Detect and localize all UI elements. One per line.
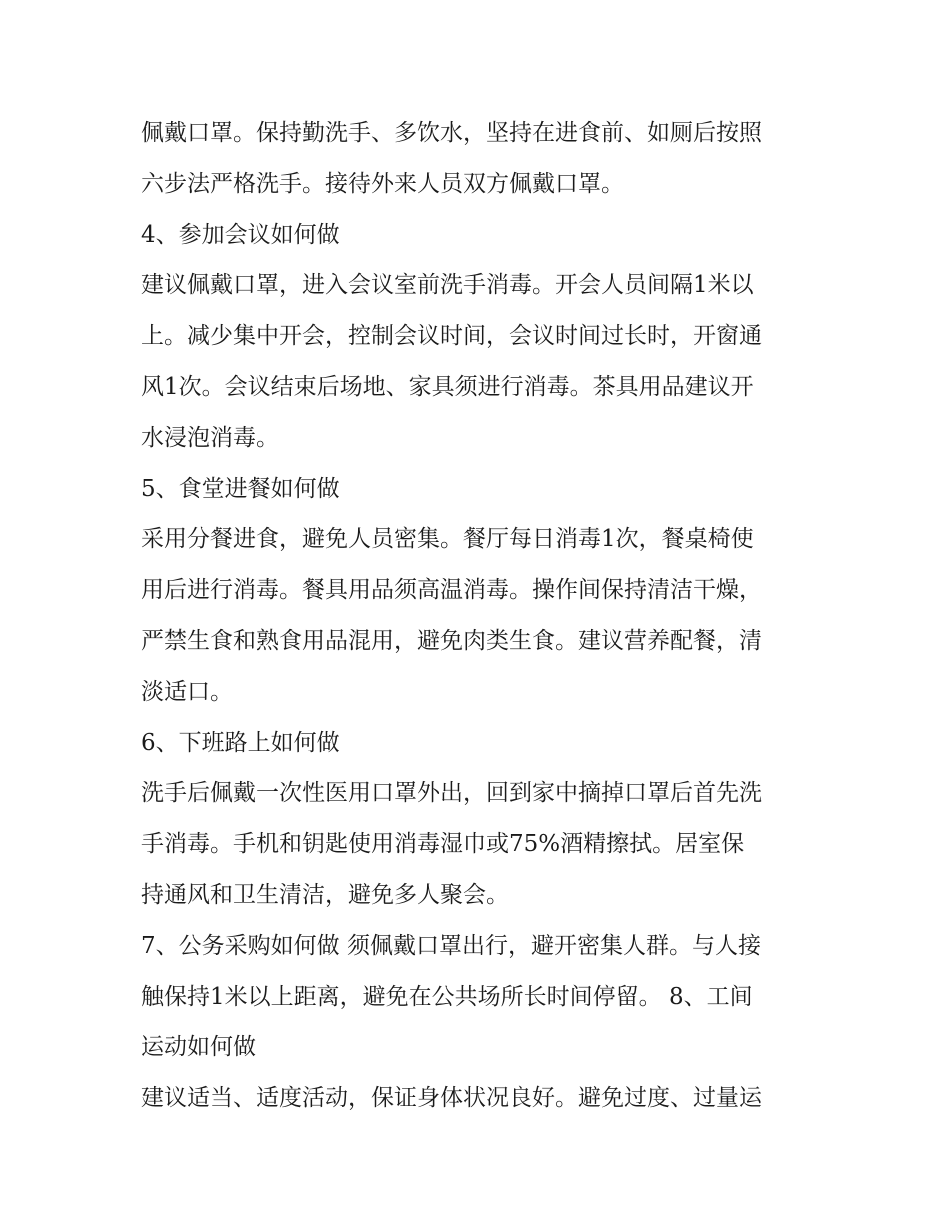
- section-heading: 6、下班路上如何做: [141, 729, 340, 756]
- text-line: 淡适口。: [141, 678, 233, 705]
- text-line: 佩戴口罩。保持勤洗手、多饮水，坚持在进食前、如厕后按照: [141, 120, 762, 146]
- text-line: 风1次。会议结束后场地、家具须进行消毒。茶具用品建议开: [141, 373, 754, 400]
- section-heading: 4、参加会议如何做: [141, 221, 340, 248]
- text-line: 六步法严格洗手。接待外来人员双方佩戴口罩。: [141, 170, 624, 197]
- text-line: 运动如何做: [141, 1034, 256, 1061]
- text-line: 触保持1米以上距离，避免在公共场所长时间停留。 8、工间: [141, 983, 753, 1010]
- text-line: 上。减少集中开会，控制会议时间，会议时间过长时，开窗通: [141, 323, 762, 350]
- text-line: 水浸泡消毒。: [141, 424, 279, 451]
- text-line: 手消毒。手机和钥匙使用消毒湿巾或75%酒精擦拭。居室保: [141, 831, 745, 858]
- text-line: 持通风和卫生清洁，避免多人聚会。: [141, 881, 509, 908]
- text-line: 严禁生食和熟食用品混用，避免肉类生食。建议营养配餐，清: [141, 627, 762, 654]
- text-line: 建议适当、适度活动，保证身体状况良好。避免过度、过量运: [141, 1085, 762, 1112]
- text-line: 采用分餐进食，避免人员密集。餐厅每日消毒1次，餐桌椅使: [141, 526, 754, 553]
- text-line: 建议佩戴口罩，进入会议室前洗手消毒。开会人员间隔1米以: [141, 272, 754, 299]
- section-heading: 5、食堂进餐如何做: [141, 475, 340, 502]
- body-text: [141, 108, 821, 1124]
- text-line: 用后进行消毒。餐具用品须高温消毒。操作间保持清洁干燥，: [141, 577, 762, 604]
- section-heading: 7、公务采购如何做 须佩戴口罩出行，避开密集人群。与人接: [141, 932, 761, 959]
- text-line: 洗手后佩戴一次性医用口罩外出，回到家中摘掉口罩后首先洗: [141, 780, 762, 807]
